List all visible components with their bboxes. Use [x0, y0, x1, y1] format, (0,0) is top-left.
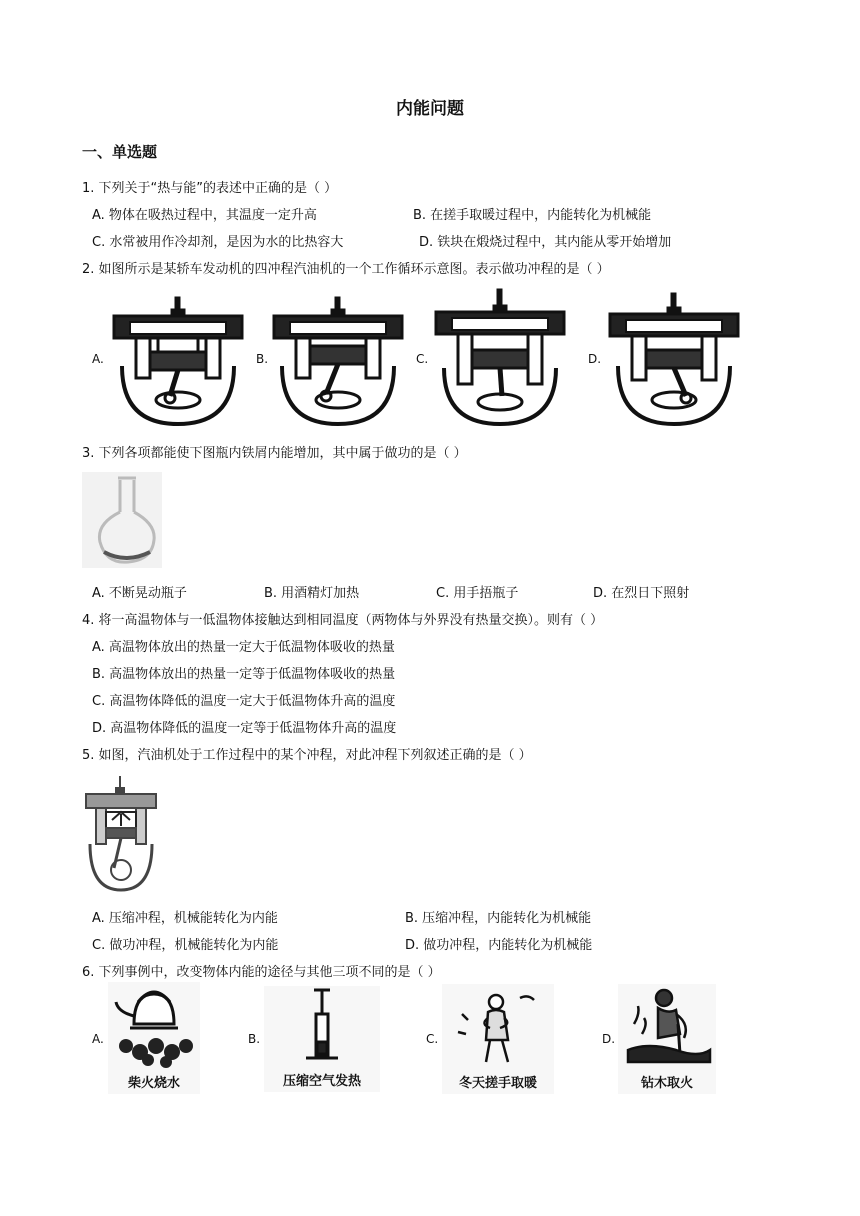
question-1-option-d[interactable]: D. 铁块在煅烧过程中，其内能从零开始增加: [419, 235, 672, 250]
question-1-stem: 1. 下列关于“热与能”的表述中正确的是（ ）: [82, 181, 338, 196]
section-heading: 一、单选题: [82, 143, 158, 161]
kettle-on-fire-icon: [108, 982, 200, 1068]
question-3-option-a[interactable]: A. 不断晃动瓶子: [92, 586, 187, 601]
engine-diagram-b: [268, 296, 408, 428]
question-4-stem: 4. 将一高温物体与一低温物体接触达到相同温度（两物体与外界没有热量交换）。则有（ ）: [82, 613, 604, 628]
question-1-option-a[interactable]: A. 物体在吸热过程中，其温度一定升高: [92, 208, 317, 223]
question-2-label-a[interactable]: A.: [92, 352, 104, 366]
air-compression-syringe-icon: [264, 986, 380, 1066]
engine-diagram-d: [604, 292, 744, 428]
question-4-option-b[interactable]: B. 高温物体放出的热量一定等于低温物体吸收的热量: [92, 667, 396, 682]
page-title: 内能问题: [396, 99, 464, 119]
picture-a: [108, 982, 200, 1094]
caption-a: 柴火烧水: [127, 1076, 180, 1091]
question-5-option-d[interactable]: D. 做功冲程，内能转化为机械能: [405, 938, 593, 953]
question-6-label-d[interactable]: D.: [602, 1032, 616, 1046]
question-5-option-a[interactable]: A. 压缩冲程，机械能转化为内能: [92, 911, 278, 926]
question-4-option-d[interactable]: D. 高温物体降低的温度一定等于低温物体升高的温度: [92, 721, 397, 736]
question-2-label-d[interactable]: D.: [588, 352, 602, 366]
question-2-stem: 2. 如图所示是某轿车发动机的四冲程汽油机的一个工作循环示意图。表示做功冲程的是（ ）: [82, 262, 610, 277]
question-1-option-b[interactable]: B. 在搓手取暖过程中，内能转化为机械能: [413, 208, 652, 223]
question-1-option-c[interactable]: C. 水常被用作冷却剂，是因为水的比热容大: [92, 235, 344, 250]
picture-b: [264, 986, 380, 1092]
question-6-stem: 6. 下列事例中，改变物体内能的途径与其他三项不同的是（ ）: [82, 965, 441, 980]
engine-diagram-q5: [82, 774, 160, 894]
question-3-stem: 3. 下列各项都能使下图瓶内铁屑内能增加，其中属于做功的是（ ）: [82, 446, 467, 461]
question-3-option-b[interactable]: B. 用酒精灯加热: [264, 586, 360, 601]
question-5-stem: 5. 如图，汽油机处于工作过程中的某个冲程，对此冲程下列叙述正确的是（ ）: [82, 748, 532, 763]
caption-d: 钻木取火: [640, 1076, 693, 1091]
caption-b: 压缩空气发热: [282, 1074, 361, 1089]
engine-diagram-a: [108, 296, 248, 428]
question-6-label-c[interactable]: C.: [426, 1032, 439, 1046]
flask-image: [82, 472, 162, 568]
question-4-option-a[interactable]: A. 高温物体放出的热量一定大于低温物体吸收的热量: [92, 640, 395, 655]
picture-d: [618, 984, 716, 1094]
question-4-option-c[interactable]: C. 高温物体降低的温度一定大于低温物体升高的温度: [92, 694, 396, 709]
question-3-option-c[interactable]: C. 用手捂瓶子: [436, 586, 519, 601]
question-6-label-a[interactable]: A.: [92, 1032, 104, 1046]
question-3-option-d[interactable]: D. 在烈日下照射: [593, 586, 690, 601]
question-2-label-b[interactable]: B.: [256, 352, 269, 366]
question-5-option-c[interactable]: C. 做功冲程，机械能转化为内能: [92, 938, 279, 953]
question-2-label-c[interactable]: C.: [416, 352, 429, 366]
drilling-wood-fire-icon: [618, 984, 716, 1068]
person-rubbing-hands-icon: [442, 984, 554, 1068]
question-6-label-b[interactable]: B.: [248, 1032, 261, 1046]
engine-diagram-c: [432, 288, 568, 428]
caption-c: 冬天搓手取暖: [458, 1076, 537, 1091]
picture-c: [442, 984, 554, 1094]
question-5-option-b[interactable]: B. 压缩冲程，内能转化为机械能: [405, 911, 592, 926]
